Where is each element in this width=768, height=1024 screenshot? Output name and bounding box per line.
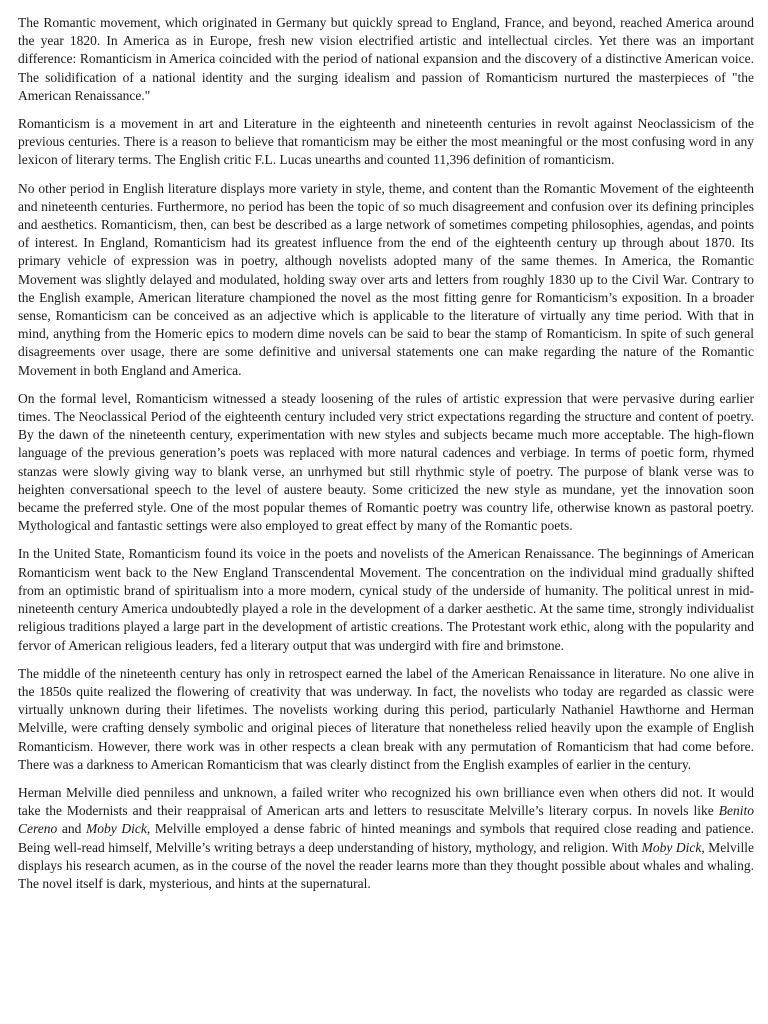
paragraph-herman-melville (18, 784, 754, 893)
melville-text-part-3: , Melville employed a dense fabric of hinted meanings and symbols that required close reading and patience. Being well-read himself, Melville’s writing betrays a deep understanding of history, mythology, and religion. With (18, 821, 754, 855)
paragraph-english-romantic-period: No other period in English literature displays more variety in style, theme, and content than the Romantic Movement of the eighteenth and nineteenth centuries. Furthermore, no period has been the topic of so much disagreement and confusion over its defining principles and aesthetics. Romanticism, then, can best be described as a large network of sometimes competing philosophies, agendas, and points of interest. In England, Romanticism had its greatest influence from the end of the eighteenth century up through about 1870. Its primary vehicle of expression was in poetry, although novelists adopted many of the same themes. In America, the Romantic Movement was slightly delayed and modulated, holding sway over arts and letters from roughly 1830 up to the Civil War. Contrary to the English example, American literature championed the novel as the most fitting genre for Romanticism’s exposition. In a broader sense, Romanticism can be conceived as an adjective which is applicable to the literature of virtually any time period. With that in mind, anything from the Homeric epics to modern dime novels can be said to bear the stamp of Romanticism. In spite of such general disagreements over usage, there are some definitive and universal statements one can make regarding the nature of the Romantic Movement in both England and America. (18, 180, 754, 378)
melville-text-part-2: and (57, 821, 87, 837)
title-moby-dick-second: Moby Dick (641, 839, 702, 855)
paragraph-american-romanticism: In the United State, Romanticism found its voice in the poets and novelists of the American Renaissance. The beginnings of American Romanticism went back to the New England Transcendental Movement. The concentration on the individual mind gradually shifted from an optimistic brand of spiritualism into a more modern, cynical study of the underside of humanity. The political unrest in mid-nineteenth century America undoubtedly played a role in the development of a darker aesthetic. At the same time, strongly individualist religious traditions played a large part in the development of artistic creations. The Protestant work ethic, along with the popularity and fervor of American religious leaders, fed a literary output that was undergird with fire and brimstone. (18, 546, 754, 653)
paragraph-american-renaissance: The middle of the nineteenth century has only in retrospect earned the label of the American Renaissance in literature. No one alive in the 1850s quite realized the flowering of creativity that was underway. In fact, the novelists who today are regarded as classic were virtually unknown during their lifetimes. The novelists working during this period, particularly Nathaniel Hawthorne and Herman Melville, were crafting densely symbolic and original pieces of literature that nonetheless relied heavily upon the example of English Romanticism. However, there work was in other respects a clean break with any permutation of Romanticism that had come before. There was a darkness to American Romanticism that was clearly distinct from the English examples of earlier in the century. (18, 665, 754, 772)
melville-text-part-4: , Melville displays his research acumen, as in the course of the novel the reader learns more than they thought possible about whales and whaling. The novel itself is dark, mysterious, and hints at the supernatural. (18, 839, 754, 891)
title-moby-dick: Moby Dick (86, 821, 147, 837)
paragraph-romanticism-definition: Romanticism is a movement in art and Literature in the eighteenth and nineteenth centuries in revolt against Neoclassicism of the previous centuries. There is a reason to believe that romanticism may be either the most meaningful or the most confusing word in any lexicon of literary terms. The English critic F.L. Lucas unearths and counted 11,396 definition of romanticism. (18, 116, 754, 168)
melville-text-part-1: Herman Melville died penniless and unknown, a failed writer who recognized his own brilliance even when others did not. It would take the Modernists and their reappraisal of American arts and letters to resuscitate Melville’s literary corpus. In novels like (18, 784, 754, 819)
paragraph-formal-level: On the formal level, Romanticism witnessed a steady loosening of the rules of artistic expression that were pervasive during earlier times. The Neoclassical Period of the eighteenth century included very strict expectations regarding the structure and content of poetry. By the dawn of the nineteenth century, experimentation with new styles and subjects became much more acceptable. The high-flown language of the previous generation’s poets was replaced with more natural cadences and verbiage. In terms of poetic form, rhymed stanzas were slowly giving way to blank verse, an unrhymed but still rhythmic style of poetry. The purpose of blank verse was to heighten conversational speech to the level of austere beauty. Some criticized the new style as mundane, yet the innovation soon became the preferred style. One of the most popular themes of Romantic poetry was country life, otherwise known as pastoral poetry. Mythological and fantastic settings were also employed to great effect by many of the Romantic poets. (18, 390, 754, 534)
title-benito-cereno: Benito Cereno (18, 803, 754, 837)
paragraph-romantic-movement-origins: The Romantic movement, which originated in Germany but quickly spread to England, France, and beyond, reached America around the year 1820. In America as in Europe, fresh new vision electrified artistic and intellectual circles. Yet there was an important difference: Romanticism in America coincided with the period of national expansion and the discovery of a distinctive American voice. The solidification of a national identity and the surging idealism and passion of Romanticism nurtured the masterpieces of "the American Renaissance." (18, 15, 754, 103)
